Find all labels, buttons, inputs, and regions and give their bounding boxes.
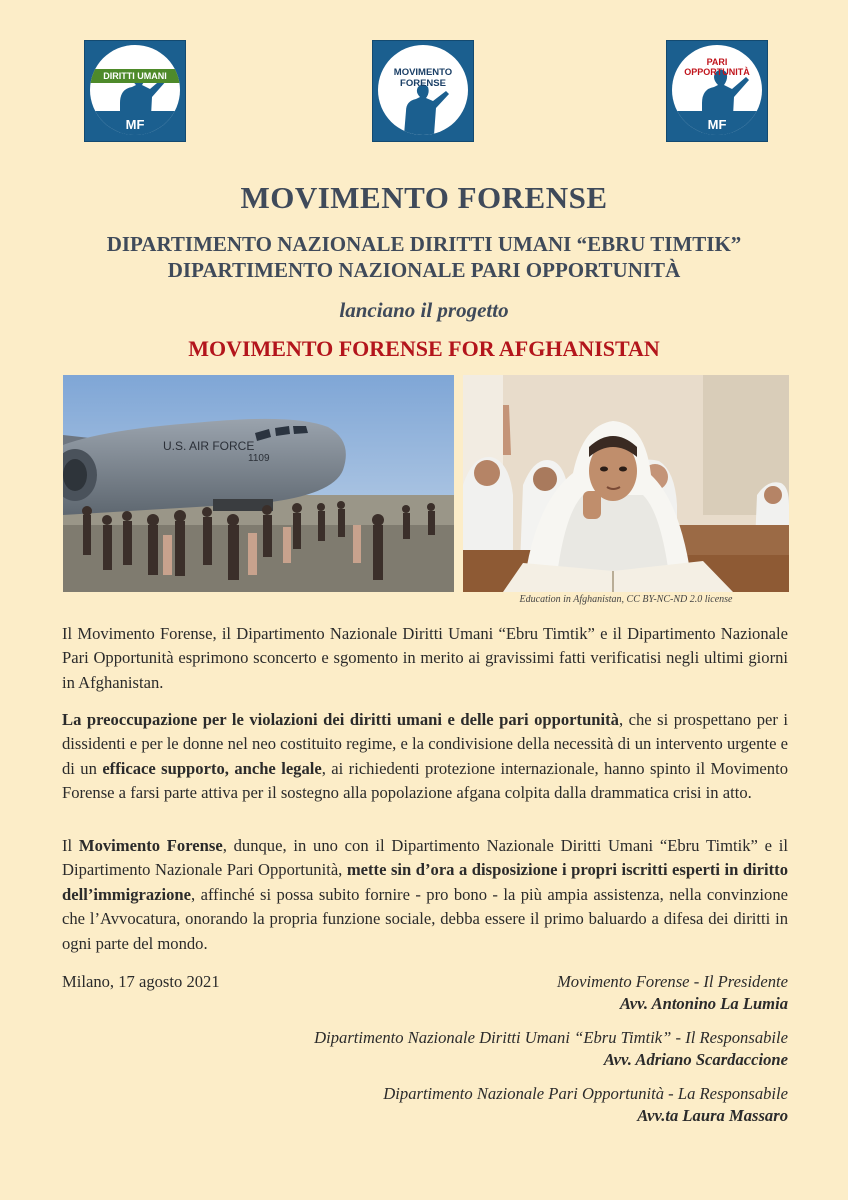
logo-text-line1: MOVIMENTO bbox=[393, 67, 453, 78]
concern-text: , che si prospettano per i dissidenti e per le donne nel neo costituito regime, e la condivisione della necessità di un intervento urgente e di un bbox=[62, 710, 789, 778]
commitment-text-start: Il bbox=[62, 836, 79, 855]
logo-mf-text: MF bbox=[125, 117, 145, 132]
date-place: Milano, 17 agosto 2021 bbox=[62, 972, 220, 991]
dept-title-equal-opportunities: DIPARTIMENTO NAZIONALE PARI OPPORTUNITÀ bbox=[167, 258, 681, 282]
launch-subtitle: lanciano il progetto bbox=[339, 298, 509, 322]
signature-human-rights bbox=[314, 1028, 788, 1070]
logo-top-text-line1: PARI bbox=[706, 57, 728, 67]
concern-text-end: , ai richiedenti protezione internazionale, hanno spinto il Movimento Forense a farsi parte attiva per il sostegno alla popolazione afgana colpita dalla drammatica crisi in atto. bbox=[62, 758, 788, 803]
signature-name: Avv. Antonino La Lumia bbox=[619, 994, 788, 1013]
signature-president bbox=[557, 972, 788, 1014]
logo-disc bbox=[90, 45, 180, 135]
movimento-forense-logo bbox=[372, 40, 474, 142]
airport-photo bbox=[63, 375, 454, 592]
diritti-umani-logo bbox=[84, 40, 186, 142]
logo-band bbox=[90, 69, 180, 83]
classroom-photo bbox=[463, 375, 789, 592]
logo-top-text-line2: OPPORTUNITÀ bbox=[684, 67, 750, 77]
signature-role: Dipartimento Nazionale Diritti Umani “Ebru Timtik” - Il Responsabile bbox=[314, 1028, 788, 1047]
signature-role: Dipartimento Nazionale Pari Opportunità - La Responsabile bbox=[383, 1084, 788, 1103]
paragraph-intro: Il Movimento Forense, il Dipartimento Nazionale Diritti Umani “Ebru Timtik” e il Dipartimento Nazionale Pari Opportunità esprimono sconcerto e sgomento in merito ai gravissimi fatti verificatisi negli ultimi giorni in Afghanistan. bbox=[62, 624, 788, 692]
signature-role: Movimento Forense - Il Presidente bbox=[556, 972, 788, 991]
concern-bold-text: La preoccupazione per le violazioni dei diritti umani e delle pari opportunità bbox=[62, 710, 619, 729]
support-bold-text: efficace supporto, anche legale bbox=[102, 758, 322, 778]
logo-top-text: DIRITTI UMANI bbox=[103, 71, 167, 81]
commitment-text-end: , affinché si possa subito fornire - pro bono - la più ampia assistenza, nella convinzione che l’Avvocatura, onorando la propria funzione sociale, debba essere il primo baluardo a difesa dei diritti in ogni parte del mondo. bbox=[62, 884, 788, 953]
commitment-text: , dunque, in uno con il Dipartimento Nazionale Diritti Umani “Ebru Timtik” e il Dipartimento Nazionale Pari Opportunità, bbox=[62, 836, 788, 880]
org-bold-text: Movimento Forense bbox=[78, 836, 223, 855]
signature-name: Avv. Adriano Scardaccione bbox=[603, 1050, 788, 1069]
plane-number-text: 1109 bbox=[248, 453, 270, 464]
experts-bold-text: mette sin d’ora a disposizione i propri iscritti esperti in diritto dell’immigrazione bbox=[62, 860, 788, 904]
signature-equal-opportunities bbox=[383, 1084, 788, 1126]
org-title: MOVIMENTO FORENSE bbox=[240, 180, 608, 215]
speaker-silhouette-icon bbox=[378, 45, 468, 135]
signature-name: Avv.ta Laura Massaro bbox=[637, 1106, 788, 1125]
pari-opportunita-logo bbox=[666, 40, 768, 142]
photo-caption: Education in Afghanistan, CC BY-NC-ND 2.0 license bbox=[519, 594, 733, 605]
logo-disc bbox=[672, 45, 762, 135]
plane-livery-text: U.S. AIR FORCE bbox=[163, 439, 255, 453]
dept-title-human-rights: DIPARTIMENTO NAZIONALE DIRITTI UMANI “EBRU TIMTIK” bbox=[106, 232, 742, 256]
paragraph-commitment bbox=[62, 834, 788, 956]
paragraph-concern bbox=[62, 708, 788, 806]
logo-text-line2: FORENSE bbox=[400, 78, 446, 89]
logo-mf-text: MF bbox=[707, 117, 727, 132]
logo-disc bbox=[378, 45, 468, 135]
project-title: MOVIMENTO FORENSE FOR AFGHANISTAN bbox=[188, 336, 660, 361]
logo-row bbox=[0, 40, 848, 142]
